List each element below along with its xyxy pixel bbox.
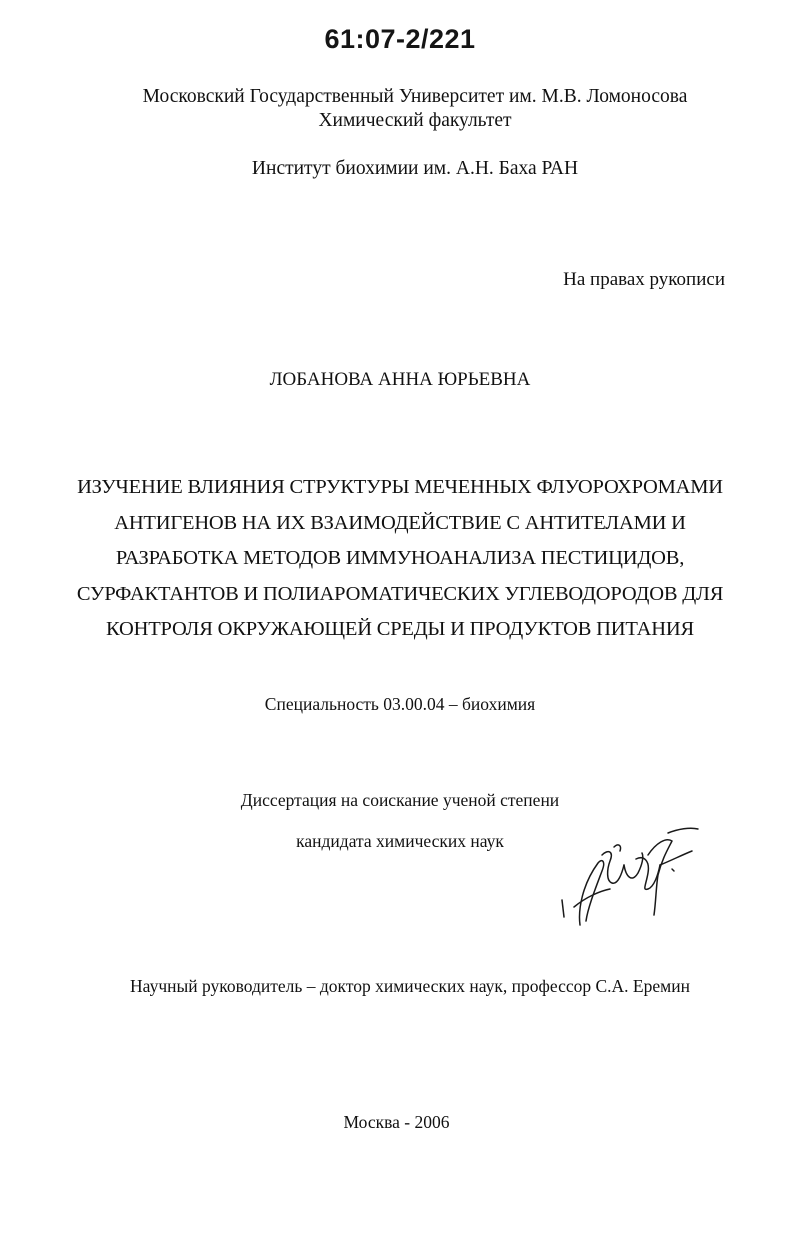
author-name: ЛОБАНОВА АННА ЮРЬЕВНА xyxy=(269,369,531,390)
title-line: ИЗУЧЕНИЕ ВЛИЯНИЯ СТРУКТУРЫ МЕЧЕННЫХ ФЛУОРОХРОМАМИ xyxy=(77,476,723,498)
city-year: Москва - 2006 xyxy=(343,1112,450,1132)
archive-code: 61:07-2/221 xyxy=(324,24,476,54)
title-line: КОНТРОЛЯ ОКРУЖАЮЩЕЙ СРЕДЫ И ПРОДУКТОВ ПИТАНИЯ xyxy=(106,618,694,640)
rights-note: На правах рукописи xyxy=(563,269,725,290)
faculty-name: Химический факультет xyxy=(318,110,512,131)
title-line: РАЗРАБОТКА МЕТОДОВ ИММУНОАНАЛИЗА ПЕСТИЦИДОВ, xyxy=(115,547,685,569)
degree-line-2: кандидата химических наук xyxy=(296,831,504,851)
supervisor: Научный руководитель – доктор химических наук, профессор С.А. Еремин xyxy=(130,976,690,996)
dissertation-title xyxy=(0,470,793,648)
degree-line-1: Диссертация на соискание ученой степени xyxy=(240,790,560,810)
title-line: СУРФАКТАНТОВ И ПОЛИАРОМАТИЧЕСКИХ УГЛЕВОДОРОДОВ ДЛЯ xyxy=(76,582,724,605)
signature-icon xyxy=(552,825,702,935)
institute-name: Институт биохимии им. А.Н. Баха РАН xyxy=(251,158,579,179)
specialty: Специальность 03.00.04 – биохимия xyxy=(264,694,536,714)
title-line: АНТИГЕНОВ НА ИХ ВЗАИМОДЕЙСТВИЕ С АНТИТЕЛАМИ И xyxy=(114,511,686,534)
university-name: Московский Государственный Университет им. М.В. Ломоносова xyxy=(142,86,688,107)
